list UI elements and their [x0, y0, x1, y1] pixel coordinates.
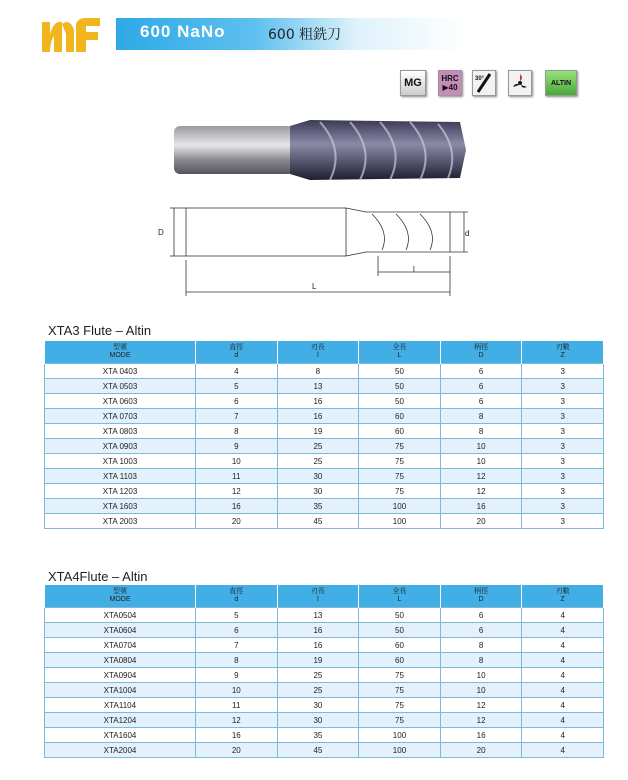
cell-value: 3 — [522, 454, 604, 469]
table-row — [45, 484, 604, 499]
cell-value: 12 — [196, 484, 278, 499]
cell-value: 25 — [277, 683, 359, 698]
cell-value: 30 — [277, 713, 359, 728]
cell-value: 8 — [440, 409, 522, 424]
cell-value: 6 — [196, 623, 278, 638]
cell-value: 4 — [522, 698, 604, 713]
cell-value: 11 — [196, 469, 278, 484]
table-row — [45, 364, 604, 379]
cell-value: 10 — [196, 454, 278, 469]
cell-value: 75 — [359, 698, 441, 713]
col-header-flutes: 刃數 Z — [522, 585, 604, 608]
col-header-flutes: 刃數 Z — [522, 341, 604, 364]
cell-model: XTA1204 — [45, 713, 196, 728]
table-row — [45, 379, 604, 394]
cell-value: 16 — [440, 499, 522, 514]
cell-value: 60 — [359, 653, 441, 668]
cell-value: 100 — [359, 499, 441, 514]
page-subtitle: 600 粗銑刀 — [268, 27, 342, 43]
table-row — [45, 454, 604, 469]
cell-value: 16 — [277, 409, 359, 424]
col-header-shank-diameter: 柄徑 D — [440, 341, 522, 364]
table-row — [45, 698, 604, 713]
cell-value: 3 — [522, 469, 604, 484]
table-row — [45, 653, 604, 668]
cell-value: 16 — [277, 638, 359, 653]
table2-title: XTA4Flute – Altin — [48, 569, 148, 584]
cell-value: 16 — [196, 728, 278, 743]
cell-model: XTA 0903 — [45, 439, 196, 454]
cell-value: 10 — [196, 683, 278, 698]
cell-value: 50 — [359, 394, 441, 409]
cell-value: 9 — [196, 668, 278, 683]
dimension-drawing — [150, 200, 490, 300]
cell-value: 3 — [522, 379, 604, 394]
cell-value: 16 — [277, 623, 359, 638]
cell-value: 20 — [196, 514, 278, 529]
cell-value: 75 — [359, 439, 441, 454]
cell-model: XTA0504 — [45, 608, 196, 623]
cell-value: 6 — [440, 623, 522, 638]
cell-model: XTA 1203 — [45, 484, 196, 499]
cell-model: XTA 1603 — [45, 499, 196, 514]
table-row — [45, 469, 604, 484]
cell-model: XTA0704 — [45, 638, 196, 653]
mg-badge-icon: MG — [400, 70, 426, 96]
table-row — [45, 638, 604, 653]
table-row — [45, 424, 604, 439]
cell-value: 4 — [522, 713, 604, 728]
col-header-flute-length: 刃長 l — [277, 585, 359, 608]
col-header-shank-diameter: 柄徑 D — [440, 585, 522, 608]
altin-coating-badge-icon: ALTIN — [545, 70, 577, 96]
flute-badge-icon — [508, 70, 532, 96]
dimension-l-label: l — [413, 265, 415, 274]
table-header-row — [45, 585, 604, 608]
cell-value: 5 — [196, 379, 278, 394]
cell-value: 20 — [440, 743, 522, 758]
cell-value: 12 — [440, 469, 522, 484]
cell-value: 4 — [196, 364, 278, 379]
cell-model: XTA0904 — [45, 668, 196, 683]
table-row — [45, 743, 604, 758]
cell-value: 3 — [522, 514, 604, 529]
col-header-model: 型號 MODE — [45, 585, 196, 608]
dimension-L-label: L — [312, 282, 317, 291]
cell-value: 6 — [440, 608, 522, 623]
cell-value: 75 — [359, 713, 441, 728]
cell-value: 13 — [277, 379, 359, 394]
hrc-label: HRC — [441, 74, 459, 83]
cell-model: XTA0804 — [45, 653, 196, 668]
cell-model: XTA 0603 — [45, 394, 196, 409]
cell-value: 30 — [277, 698, 359, 713]
cell-value: 50 — [359, 379, 441, 394]
cell-value: 12 — [440, 713, 522, 728]
cell-value: 7 — [196, 409, 278, 424]
cell-value: 4 — [522, 743, 604, 758]
cell-value: 100 — [359, 514, 441, 529]
cell-value: 9 — [196, 439, 278, 454]
cell-model: XTA0604 — [45, 623, 196, 638]
cell-value: 4 — [522, 668, 604, 683]
cell-value: 60 — [359, 409, 441, 424]
cell-value: 12 — [196, 713, 278, 728]
cell-value: 4 — [522, 653, 604, 668]
cell-value: 10 — [440, 454, 522, 469]
cell-value: 45 — [277, 514, 359, 529]
cell-value: 30 — [277, 484, 359, 499]
cell-value: 12 — [440, 484, 522, 499]
col-header-model: 型號 MODE — [45, 341, 196, 364]
cell-model: XTA 2003 — [45, 514, 196, 529]
cell-value: 35 — [277, 728, 359, 743]
table-row — [45, 514, 604, 529]
cell-value: 3 — [522, 439, 604, 454]
cell-value: 3 — [522, 424, 604, 439]
cell-value: 8 — [440, 424, 522, 439]
cell-value: 13 — [277, 608, 359, 623]
cell-value: 16 — [277, 394, 359, 409]
cell-model: XTA1004 — [45, 683, 196, 698]
col-header-overall-length: 全長 L — [359, 585, 441, 608]
table-row — [45, 608, 604, 623]
cell-value: 8 — [440, 638, 522, 653]
cell-value: 30 — [277, 469, 359, 484]
table-row — [45, 728, 604, 743]
page-title: 600 NaNo — [140, 22, 226, 41]
cell-value: 75 — [359, 454, 441, 469]
cell-value: 4 — [522, 608, 604, 623]
cell-value: 4 — [522, 728, 604, 743]
col-header-flute-length: 刃長 l — [277, 341, 359, 364]
cell-value: 12 — [440, 698, 522, 713]
cell-value: 8 — [277, 364, 359, 379]
dimension-D-label: D — [158, 228, 164, 237]
cell-value: 25 — [277, 668, 359, 683]
cell-value: 50 — [359, 623, 441, 638]
cell-value: 10 — [440, 668, 522, 683]
cell-value: 6 — [440, 379, 522, 394]
cell-value: 8 — [196, 653, 278, 668]
helix-angle-badge-icon — [472, 70, 496, 96]
cell-value: 3 — [522, 499, 604, 514]
cell-value: 3 — [522, 409, 604, 424]
hrc-value: ▶40 — [442, 83, 458, 92]
cell-value: 45 — [277, 743, 359, 758]
table-header-row — [45, 341, 604, 364]
cell-value: 60 — [359, 424, 441, 439]
cell-value: 4 — [522, 623, 604, 638]
cell-model: XTA 0503 — [45, 379, 196, 394]
cell-value: 10 — [440, 439, 522, 454]
cell-value: 5 — [196, 608, 278, 623]
table-row — [45, 409, 604, 424]
cell-value: 8 — [196, 424, 278, 439]
helix-angle-label: 30° — [475, 76, 485, 82]
table-row — [45, 668, 604, 683]
cell-value: 50 — [359, 364, 441, 379]
cell-value: 3 — [522, 484, 604, 499]
table-row — [45, 713, 604, 728]
cell-value: 100 — [359, 743, 441, 758]
cell-value: 6 — [196, 394, 278, 409]
cell-model: XTA 1103 — [45, 469, 196, 484]
end-mill-photo — [170, 110, 470, 190]
cell-value: 4 — [522, 638, 604, 653]
table-row — [45, 394, 604, 409]
cell-value: 19 — [277, 653, 359, 668]
cell-value: 3 — [522, 394, 604, 409]
cell-model: XTA 0703 — [45, 409, 196, 424]
table-row — [45, 623, 604, 638]
cell-value: 20 — [196, 743, 278, 758]
cell-value: 7 — [196, 638, 278, 653]
cell-value: 20 — [440, 514, 522, 529]
cell-model: XTA 0803 — [45, 424, 196, 439]
cell-model: XTA1604 — [45, 728, 196, 743]
cell-value: 35 — [277, 499, 359, 514]
cell-model: XTA 1003 — [45, 454, 196, 469]
cell-value: 10 — [440, 683, 522, 698]
col-header-overall-length: 全長 L — [359, 341, 441, 364]
cell-value: 6 — [440, 394, 522, 409]
cell-value: 8 — [440, 653, 522, 668]
company-logo — [40, 16, 102, 54]
cell-value: 25 — [277, 439, 359, 454]
cell-value: 50 — [359, 608, 441, 623]
cell-value: 16 — [196, 499, 278, 514]
cell-value: 4 — [522, 683, 604, 698]
table1-title: XTA3 Flute – Altin — [48, 323, 152, 338]
cell-model: XTA 0403 — [45, 364, 196, 379]
cell-value: 16 — [440, 728, 522, 743]
table-row — [45, 499, 604, 514]
cell-value: 100 — [359, 728, 441, 743]
spec-table-4-flute — [44, 585, 604, 758]
cell-value: 75 — [359, 484, 441, 499]
cell-value: 6 — [440, 364, 522, 379]
cell-value: 11 — [196, 698, 278, 713]
col-header-diameter: 直徑 d — [196, 341, 278, 364]
table-row — [45, 683, 604, 698]
hrc-badge-icon — [438, 70, 462, 96]
cell-model: XTA1104 — [45, 698, 196, 713]
table-row — [45, 439, 604, 454]
dimension-d-label: d — [465, 229, 470, 238]
col-header-diameter: 直徑 d — [196, 585, 278, 608]
cell-value: 19 — [277, 424, 359, 439]
spec-table-3-flute — [44, 341, 604, 529]
cell-value: 75 — [359, 668, 441, 683]
cell-value: 75 — [359, 683, 441, 698]
cell-value: 25 — [277, 454, 359, 469]
cell-value: 75 — [359, 469, 441, 484]
cell-value: 3 — [522, 364, 604, 379]
cell-model: XTA2004 — [45, 743, 196, 758]
cell-value: 60 — [359, 638, 441, 653]
